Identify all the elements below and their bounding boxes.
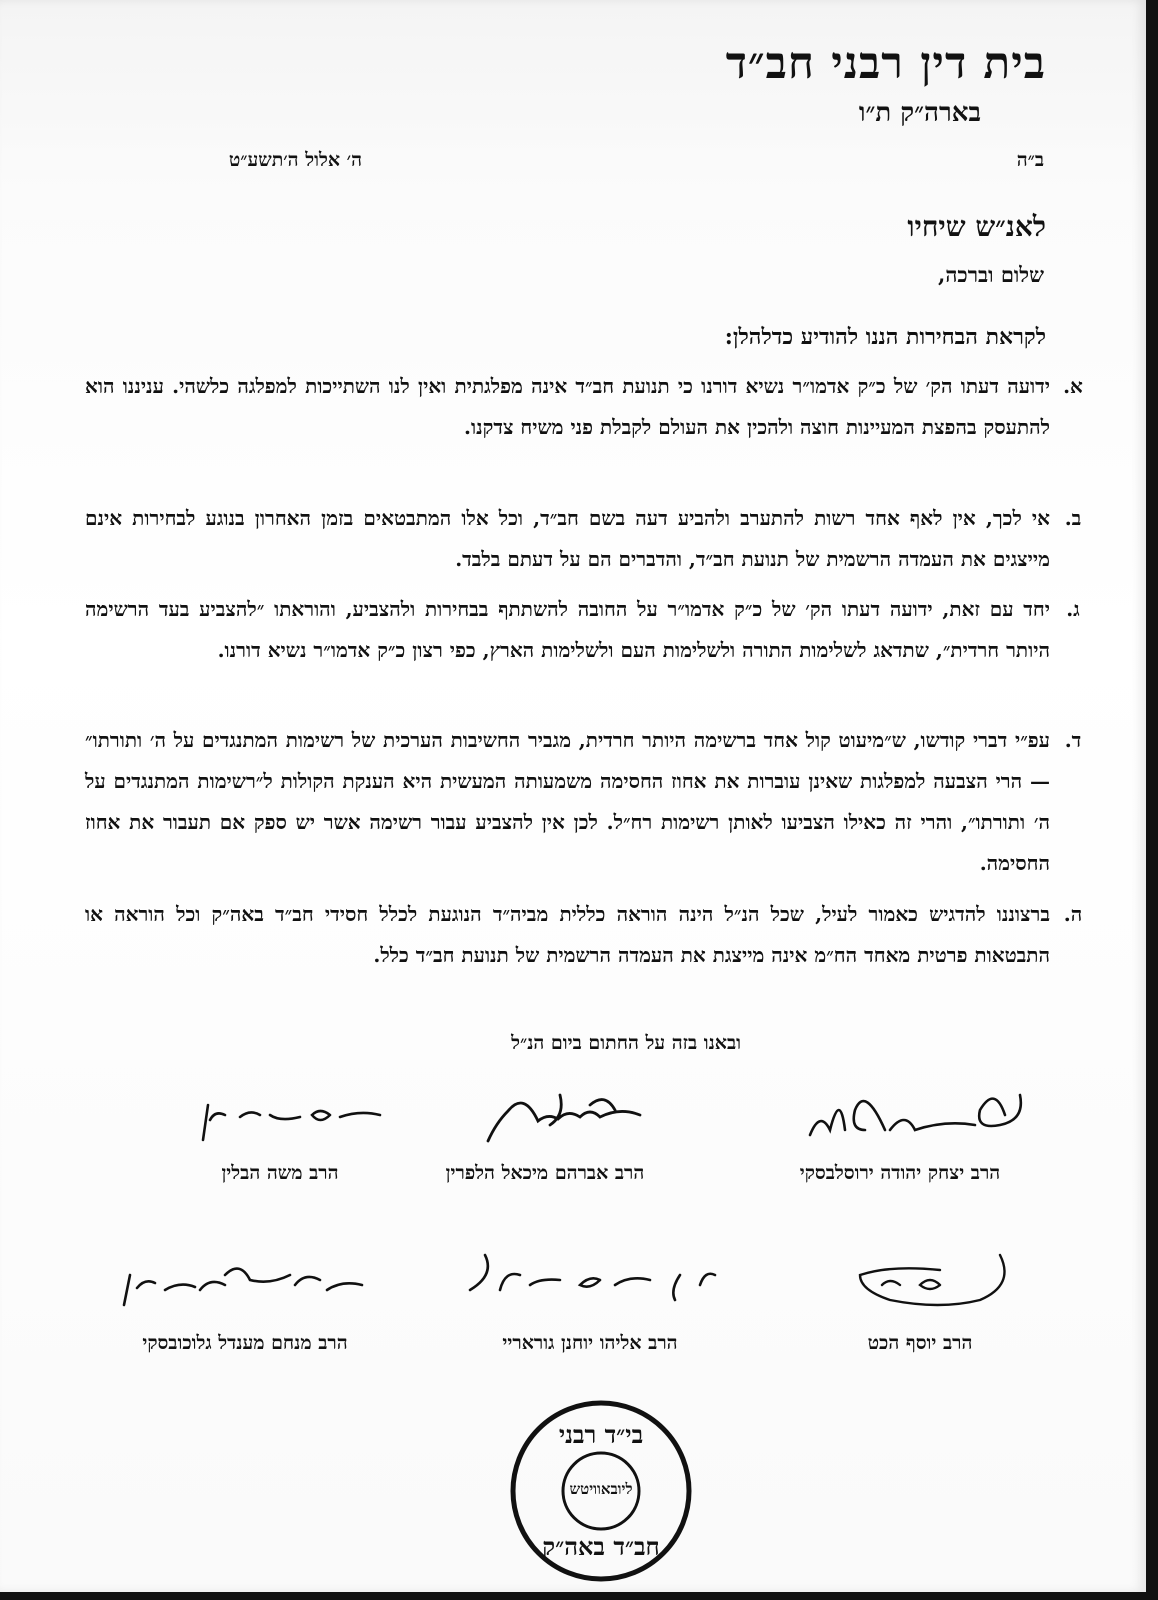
- item-text-emphasis: רשימות המתנגדים על ה׳ ותורתו: [85, 769, 1051, 834]
- letterhead-subtitle: בארה״ק ת״ו: [858, 98, 981, 128]
- item-text-emphasis: לכן אין להצביע עבור רשימה אשר יש ספק אם תעבור את אחוז החסימה.: [85, 810, 1050, 875]
- item-text: ברצוננו להדגיש כאמור לעיל, שכל הנ״ל הינה הוראה כללית מביה״ד הנוגעת לכלל חסידי חב״ד באה״ק וכל הוראה או התבטאות פרטית מאחד הח״מ אינה מייצגת את העמדה הרשמית של תנועת חב״ד כלל.: [85, 902, 1050, 967]
- item-letter: א.: [1063, 374, 1083, 398]
- signatory-name: הרב אברהם מיכאל הלפרין: [445, 1162, 645, 1184]
- item-text: אי לכך, אין לאף אחד רשות להתערב ולהביע דעה בשם חב״ד, וכל אלו המתבטאים בזמן האחרון בנוגע לבחירות אינם מייצגים את העמדה הרשמית של תנועת חב״ד, והדברים הם על דעתם בלבד.: [85, 506, 1050, 571]
- item-text-part: עפ״י דברי קודשו, ש״מיעוט קול אחד ברשימה היותר חרדית, מגביר החשיבות הערכית של רשימות המתנגדים על ה׳ ותורתו״ — הרי הצבעה למפלגות שאינן עוברות את אחוז החסימה משמעותה המעשית היא הענקת הקולות ל״: [85, 728, 1050, 793]
- closing-line: ובאנו בזה על החתום ביום הנ״ל: [511, 1032, 741, 1054]
- intro-line: לקראת הבחירות הננו להודיע כדלהלן:: [724, 324, 1046, 350]
- greeting-line: שלום וברכה,: [938, 262, 1044, 287]
- handwritten-signature: [180, 1075, 400, 1155]
- item-text-emphasis: ״להצביע בעד הרשימה היותר חרדית״: [85, 597, 1050, 662]
- handwritten-signature: [735, 1075, 1065, 1155]
- item-text: ידועה דעתו הק׳ של כ״ק אדמו״ר נשיא דורנו כי תנועת חב״ד אינה מפלגתית ואין לנו השתייכות למפלגה כלשהי. עניננו הוא להתעסק בהפצת המעיינות חוצה ולהכין את העולם לקבלת פני משיח צדקנו.: [85, 374, 1050, 439]
- item-letter: ג.: [1066, 597, 1080, 621]
- list-item-b: [85, 498, 1082, 580]
- signatory-name: הרב יוסף הכט: [867, 1332, 973, 1354]
- item-text-part: , והוראתו: [264, 597, 353, 621]
- signatory-name: הרב משה הבלין: [221, 1162, 339, 1184]
- letterhead-title: בית דין רבני חב״ד: [725, 38, 1046, 89]
- stamp-bottom-text: חב״ד באה״ק: [542, 1532, 660, 1561]
- handwritten-signature: [380, 1075, 710, 1155]
- signature-block: [180, 1075, 380, 1185]
- handwritten-signature: [440, 1245, 740, 1325]
- handwritten-signature: [100, 1245, 390, 1325]
- item-text-part: , שתדאג לשלימות התורה ולשלימות העם ולשלימות הארץ, כפי רצון כ״ק אדמו״ר נשיא דורנו.: [217, 638, 943, 662]
- signature-block: [440, 1245, 740, 1355]
- scan-edge-bottom: [0, 1592, 1158, 1600]
- signature-block: [100, 1245, 390, 1355]
- item-text-emphasis: החובה להשתתף בבחירות ולהצביע: [352, 597, 628, 621]
- bh-mark: ב״ה: [1016, 149, 1044, 171]
- item-text-part: יחד עם זאת, ידועה דעתו הק׳ של כ״ק אדמו״ר על: [627, 597, 1051, 621]
- stamp-center-text: ליובאוויטש: [569, 1480, 633, 1498]
- court-stamp: [508, 1398, 694, 1584]
- list-item-e: [85, 894, 1083, 976]
- item-letter: ד.: [1064, 728, 1082, 752]
- signatory-name: הרב אליהו יוחנן גוראריי: [502, 1332, 678, 1354]
- stamp-top-text: בי״ד רבני: [558, 1420, 644, 1449]
- letter-date: ה׳ אלול ה׳תשע״ט: [228, 149, 362, 171]
- list-item-a: [85, 366, 1083, 448]
- signature-block: [790, 1245, 1050, 1355]
- recipient-line: לאנ״ש שיחיו: [907, 210, 1046, 243]
- handwritten-signature: [790, 1245, 1050, 1325]
- list-item-d: [85, 720, 1082, 884]
- item-letter: ב.: [1064, 506, 1082, 530]
- list-item-c: [85, 589, 1080, 671]
- signature-block: [735, 1075, 1065, 1185]
- item-text-part: ״, והרי זה כאילו הצביעו לאותן רשימות רח״ל.: [597, 810, 976, 834]
- item-letter: ה.: [1063, 902, 1083, 926]
- signatory-name: הרב מנחם מענדל גלוכובסקי: [142, 1332, 348, 1354]
- scan-edge-right: [1146, 0, 1158, 1600]
- signatory-name: הרב יצחק יהודה ירוסלבסקי: [799, 1162, 1001, 1184]
- signature-block: [380, 1075, 710, 1185]
